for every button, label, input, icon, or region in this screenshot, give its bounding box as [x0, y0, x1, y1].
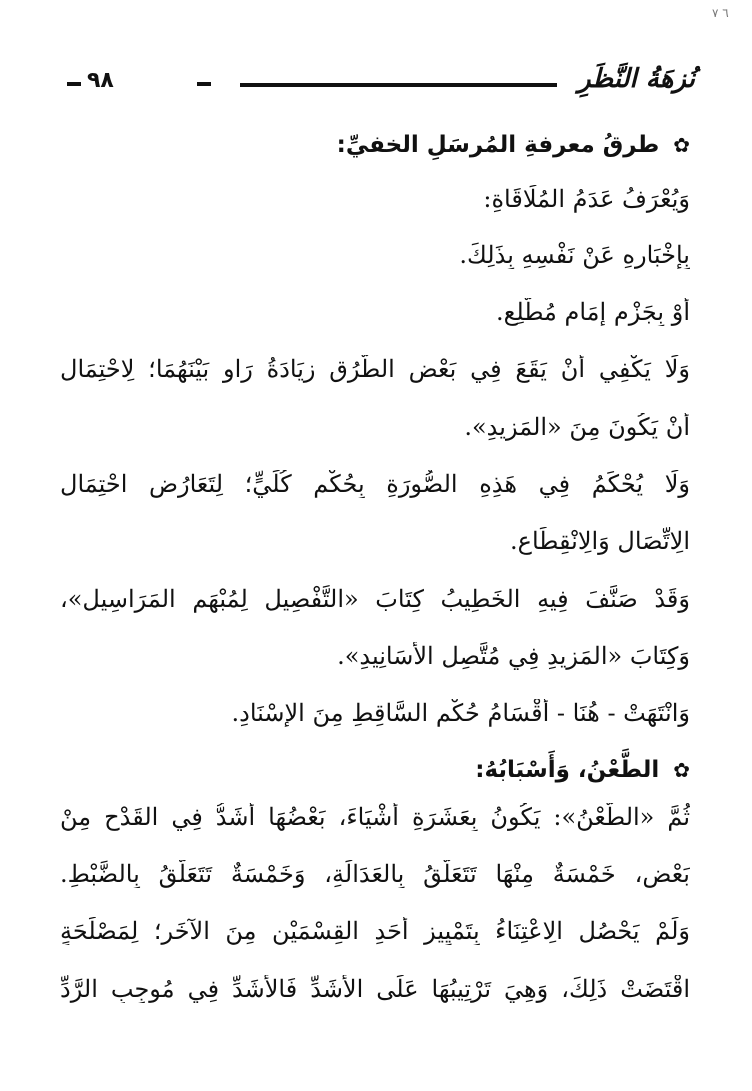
flower-ornament-icon: ✿ — [673, 133, 690, 157]
text-line: بِإِخْبَارِهِ عَنْ نَفْسِهِ بِذَلِكَ. — [459, 241, 690, 269]
text-line: وَلَا يَكْفِي أَنْ يَقَعَ فِي بَعْضِ الطُّرُقِ زِيَادَةُ رَاوٍ بَيْنَهُمَا؛ لِاحْتِمَالِ — [60, 355, 690, 383]
corner-mark: ٦ ٧ — [712, 6, 729, 20]
section-heading — [60, 750, 690, 790]
header-dash-right — [197, 82, 211, 86]
text-line: ثُمَّ «الطَّعْنُ»: يَكُونُ بِعَشَرَةِ أَشْيَاءَ، بَعْضُهَا أَشَدُّ فِي القَدْحِ مِنْ — [60, 803, 690, 831]
text-line: وَكِتَابَ «المَزِيدِ فِي مُتَّصِلِ الأَسَانِيدِ». — [337, 642, 690, 670]
text-line: وَلَمْ يَحْصُلِ الِاعْتِنَاءُ بِتَمْيِيزِ أَحَدِ القِسْمَيْنِ مِنَ الآخَرِ؛ لِمَصْلَحَةٍ — [60, 917, 690, 945]
section-heading-text: طرقُ معرفةِ المُرسَلِ الخفيِّ: — [336, 132, 660, 158]
header-dash-left — [67, 82, 81, 86]
text-line: وَانْتَهَتْ - هُنَا - أَقْسَامُ حُكْمِ السَّاقِطِ مِنَ الإِسْنَادِ. — [231, 699, 690, 727]
text-line: أَنْ يَكُونَ مِنَ «المَزِيدِ». — [464, 413, 690, 441]
book-title-logo: نُزهَةُ النَّظَرِ — [578, 64, 695, 94]
page-body — [60, 125, 690, 1003]
text-line: بَعْضٍ، خَمْسَةٌ مِنْهَا تَتَعَلَّقُ بِالعَدَالَةِ، وَخَمْسَةٌ تَتَعَلَّقُ بِالضَّبْطِ. — [60, 860, 690, 888]
page-header — [55, 62, 695, 102]
text-line: وَلَا يُحْكَمُ فِي هَذِهِ الصُّورَةِ بِحُكْمٍ كُلِّيٍّ؛ لِتَعَارُضِ احْتِمَالِ — [60, 470, 690, 498]
text-line: وَقَدْ صَنَّفَ فِيهِ الخَطِيبُ كِتَابَ «التَّفْصِيلِ لِمُبْهَمِ المَرَاسِيلِ»، — [60, 585, 690, 613]
text-line: الِاتِّصَالِ وَالِانْقِطَاعِ. — [510, 527, 690, 555]
page-number: ٩٨ — [87, 68, 114, 93]
text-line: اقْتَضَتْ ذَلِكَ، وَهِيَ تَرْتِيبُهَا عَلَى الأَشَدِّ فَالأَشَدِّ فِي مُوجِبِ الرَّدِّ — [60, 975, 690, 1003]
section-heading-text: الطَّعْنُ، وَأَسْبَابُهُ: — [475, 757, 660, 783]
flower-ornament-icon: ✿ — [673, 758, 690, 782]
section-heading — [60, 125, 690, 165]
text-line: وَيُعْرَفُ عَدَمُ المُلَاقَاةِ: — [483, 185, 690, 213]
header-rule — [240, 83, 557, 87]
text-line: أَوْ بِجَزْمِ إِمَامٍ مُطَّلِعٍ. — [495, 298, 690, 326]
